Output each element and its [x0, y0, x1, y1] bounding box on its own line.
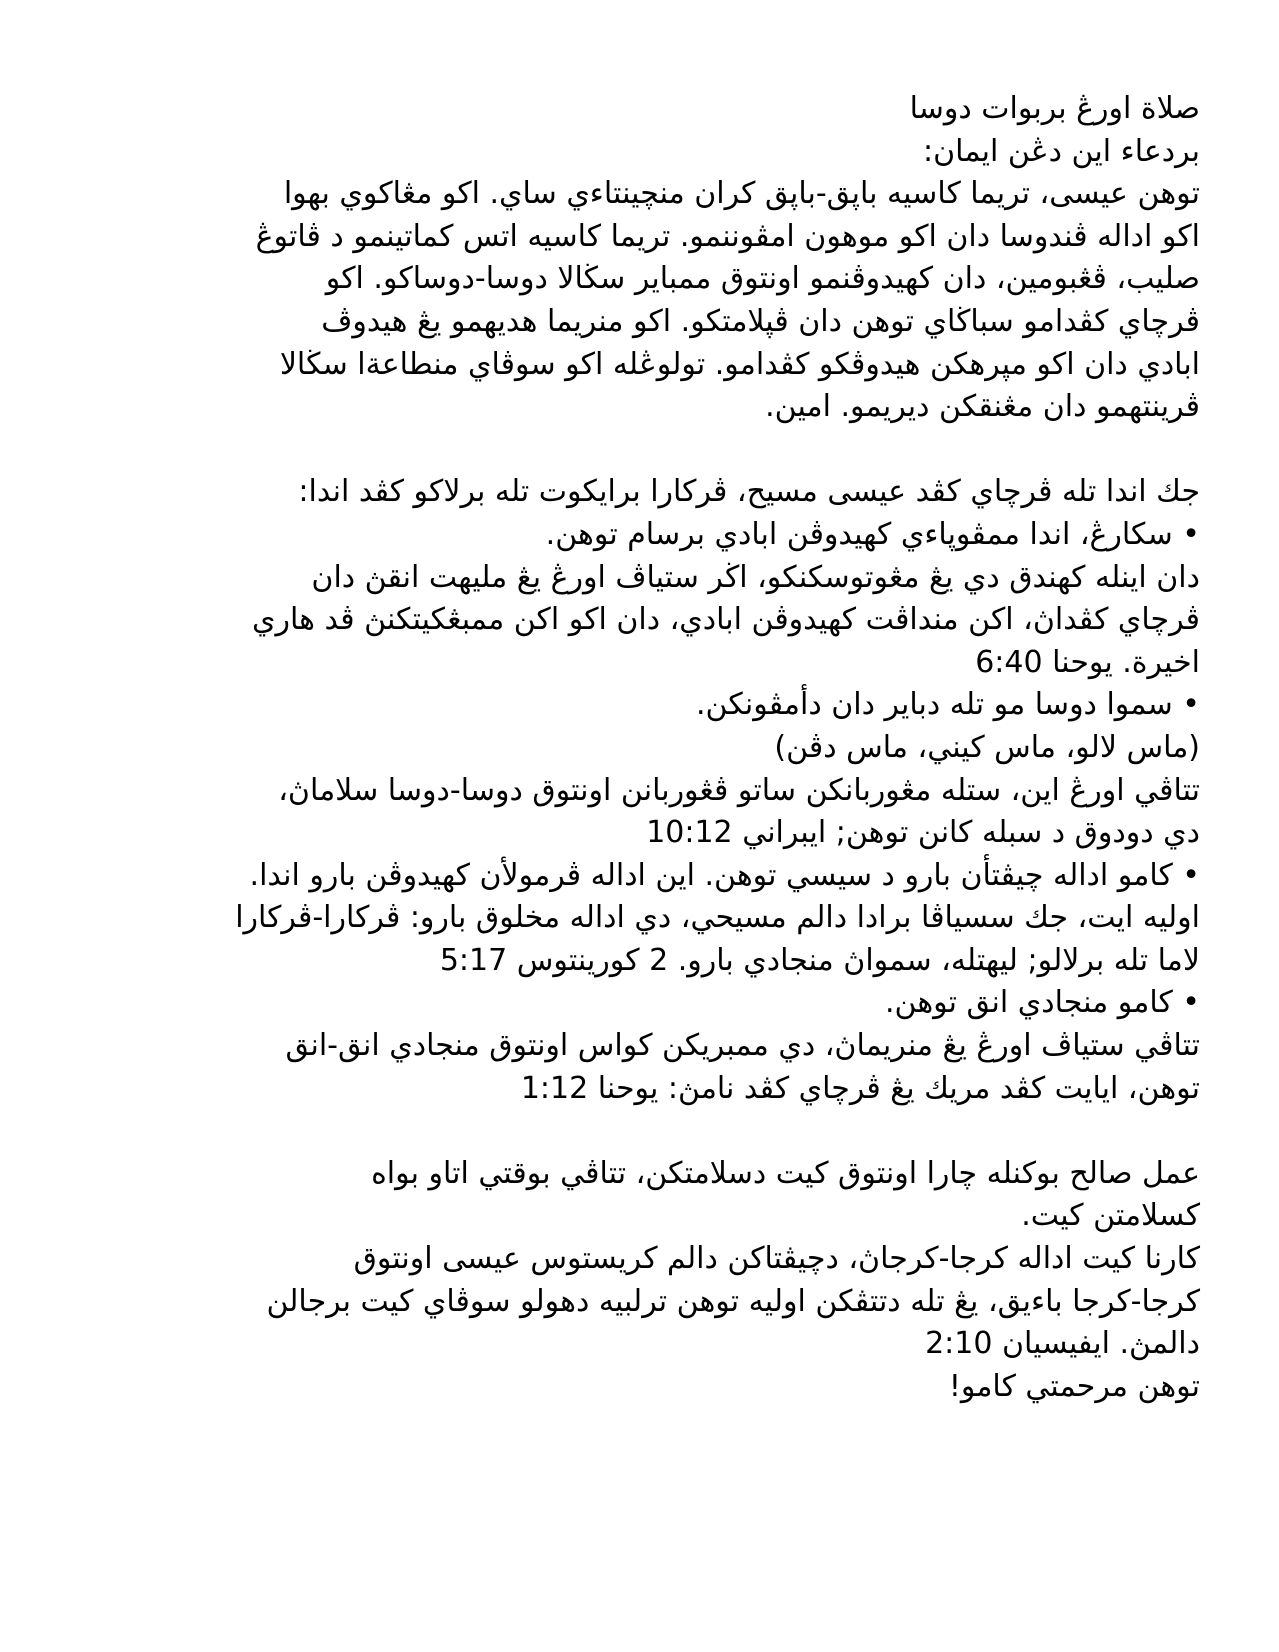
closing-text-line: كسلامتن كيت.	[1021, 1198, 1200, 1234]
verse-reference: دالمڽ. ايفيسيان 2:10	[925, 1326, 1200, 1362]
blessing-line: توهن مرحمتي كامو!	[948, 1368, 1200, 1404]
verse-line: دان اينله كهندق دي يڠ مڠوتوسكنكو، اڬر ستياڤ اورڠ يڠ مليهت انقڽ دان	[311, 559, 1200, 595]
verse-line: كرجا-كرجا باءيق، يڠ تله دتتڤكن اوليه توهن ترلبيه دهولو سوڤاي كيت برجالن	[266, 1283, 1200, 1319]
verse-reference: توهن، ايايت كڤد مريك يڠ ڤرچاي كڤد نامڽ: يوحنا 1:12	[520, 1070, 1200, 1106]
verse-line: تتاڤي اورڠ اين، ستله مڠوربانكن ساتو ڤڠوربانن اونتوق دوسا-دوسا سلاماڽ،	[278, 772, 1200, 808]
bullet-point: • سموا دوسا مو تله دباير دان دأمڤونكن.	[695, 687, 1200, 723]
bullet-point: • كامو منجادي انق توهن.	[884, 985, 1200, 1021]
verse-line: اوليه ايت، جك سسياڤا برادا دالم مسيحي، دي اداله مخلوق بارو: ڤركارا-ڤركارا	[235, 900, 1200, 936]
prayer-text-line: توهن عيسى، تريما كاسيه باڽق-باڽق كران منچينتاءي ساي. اكو مڠاكوي بهوا	[283, 176, 1200, 212]
prayer-text-line: ابادي دان اكو مڽرهكن هيدوڤكو كڤدامو. تولوڠله اكو سوڤاي منطاعةا سڬالا	[279, 346, 1200, 382]
prayer-text-line: صليب، ڤڠبومين، دان كهيدوڤنمو اونتوق ممباير سڬالا دوسا-دوساكو. اكو	[325, 261, 1200, 297]
prayer-text-line: اكو اداله ڤندوسا دان اكو موهون امڤوننمو. تريما كاسيه اتس كماتينمو د ڤاتوڠ	[255, 218, 1200, 254]
verse-line: كارنا كيت اداله كرجا-كرجاڽ، دچيڤتاكن دالم كريستوس عيسى اونتوق	[353, 1241, 1200, 1277]
prayer-document	[95, 88, 1200, 1408]
bullet-note: (ماس لالو، ماس كيني، ماس دڤن)	[774, 729, 1200, 765]
verse-line: تتاڤي ستياڤ اورڠ يڠ منريماڽ، دي ممبريكن كواس اونتوق منجادي انق-انق	[285, 1028, 1200, 1064]
bullet-point: • كامو اداله چيڤتأن بارو د سيسي توهن. اين اداله ڤرمولأن كهيدوڤن بارو اندا.	[249, 857, 1200, 893]
closing-text-line: عمل صالح بوكنله چارا اونتوق كيت دسلامتكن، تتاڤي بوقتي اتاو بواه	[371, 1155, 1200, 1191]
verse-line: ڤرچاي كڤداڽ، اكن منداڤت كهيدوڤن ابادي، دان اكو اكن ممبڠكيتكنڽ ڤد هاري	[252, 602, 1200, 638]
bullet-point: • سكارڠ، اندا ممڤوڽاءي كهيدوڤن ابادي برسام توهن.	[545, 516, 1200, 552]
paragraph-gap	[95, 429, 1200, 472]
prayer-title: صلاة اورڠ بربوات دوسا	[909, 91, 1200, 126]
section-heading: جك اندا تله ڤرچاي كڤد عيسى مسيح، ڤركارا برايكوت تله برلاكو كڤد اندا:	[298, 474, 1200, 510]
prayer-text-line: ڤرينتهمو دان مڠنقكن ديريمو. امين.	[765, 389, 1200, 425]
prayer-text-line: ڤرچاي كڤدامو سباڬاي توهن دان ڤڽلامتكو. اكو منريما هديهمو يڠ هيدوڤ	[321, 303, 1200, 339]
verse-reference: اخيرة. يوحنا 6:40	[975, 644, 1200, 680]
paragraph-gap	[95, 1110, 1200, 1153]
verse-reference: دي دودوق د سبله كانن توهن; ايبراني 10:12	[646, 815, 1200, 851]
verse-reference: لاما تله برلالو; ليهتله، سمواڽ منجادي بارو. 2 كورينتوس 5:17	[439, 942, 1200, 978]
prayer-intro: بردعاء اين دڠن ايمان:	[923, 133, 1200, 169]
